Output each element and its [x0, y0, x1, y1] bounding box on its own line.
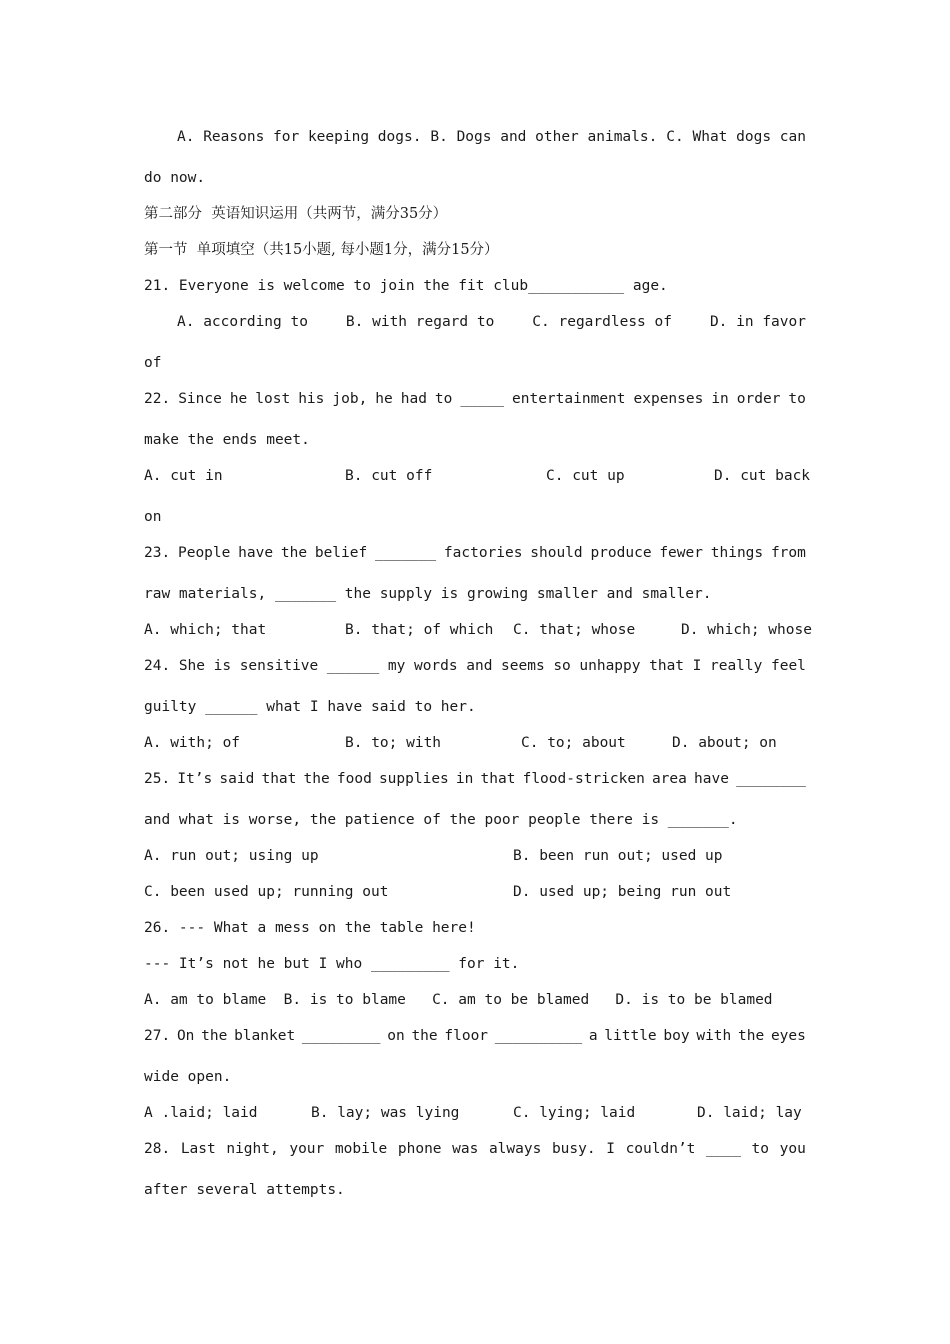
word: the [280, 545, 308, 561]
q26-stem-line1: 26. --- What a mess on the table here! [144, 920, 476, 936]
word: your [289, 1141, 325, 1157]
word: area [651, 771, 687, 787]
word: 25. [144, 771, 171, 787]
word: 28. [144, 1141, 171, 1157]
word: flood-stricken [522, 771, 645, 787]
q23-option-c: C. that; whose [513, 622, 636, 638]
option-c: C. regardless of [532, 314, 672, 330]
q27-option-b: B. lay; was lying [311, 1105, 460, 1121]
word: It’s [177, 771, 213, 787]
q26-options: A. am to blame B. is to blame C. am to be blamed D. is to be blamed [144, 992, 773, 1008]
word: expenses [633, 391, 704, 407]
word: so [553, 658, 571, 674]
q22-option-c: C. cut up [546, 468, 625, 484]
blank: _______ [375, 545, 437, 561]
word: 22. [144, 391, 171, 407]
word: from [770, 545, 806, 561]
word: the [738, 1028, 765, 1044]
q28-stem-line2: after several attempts. [144, 1182, 345, 1198]
word: was [452, 1141, 479, 1157]
word: is [213, 658, 232, 674]
q25-option-a: A. run out; using up [144, 848, 319, 864]
section-heading: 第一节 单项填空（共15小题, 每小题1分，满分15分） [144, 242, 499, 258]
word: I [692, 658, 702, 674]
word: he [229, 391, 248, 407]
word: a [588, 1028, 598, 1044]
q27-stem-line2: wide open. [144, 1069, 232, 1085]
q24-stem-line2: guilty ______ what I have said to her. [144, 699, 476, 715]
word: fewer [659, 545, 703, 561]
word: always [488, 1141, 542, 1157]
word: had [400, 391, 427, 407]
option-b: B. with regard to [345, 314, 495, 330]
word: I [606, 1141, 615, 1157]
option-b: B. Dogs and other animals. [430, 129, 658, 145]
q24-option-a: A. with; of [144, 735, 241, 751]
word: to [751, 1141, 770, 1157]
word: factories [443, 545, 523, 561]
word: produce [590, 545, 652, 561]
word: he [375, 391, 393, 407]
q23-option-d: D. which; whose [681, 622, 812, 638]
part-heading: 第二部分 英语知识运用（共两节，满分35分） [144, 206, 448, 222]
option-a: A. according to [177, 314, 308, 330]
q25-stem-line1 [144, 769, 806, 789]
word: 27. [144, 1028, 171, 1044]
word: feel [770, 658, 806, 674]
prev-options-line [177, 127, 806, 147]
word: have [694, 771, 729, 787]
blank: ____ [706, 1141, 741, 1157]
blank: ________ [736, 771, 806, 787]
word: my [387, 658, 406, 674]
q21-options [177, 312, 806, 332]
q24-stem-line1 [144, 656, 806, 676]
word: have [238, 545, 274, 561]
word: 24. [144, 658, 171, 674]
word: words [413, 658, 458, 674]
word: phone [397, 1141, 442, 1157]
word: unhappy [579, 658, 641, 674]
q26-stem-line2: --- It’s not he but I who _________ for it. [144, 956, 520, 972]
word: She [178, 658, 206, 674]
word: mobile [334, 1141, 388, 1157]
word: to [788, 391, 806, 407]
word: in [711, 391, 729, 407]
blank: _____ [460, 391, 505, 407]
q23-stem-line2: raw materials, _______ the supply is growing smaller and smaller. [144, 586, 712, 602]
word: order [736, 391, 781, 407]
q25-option-d: D. used up; being run out [513, 884, 732, 900]
q22-option-d: D. cut back [714, 468, 811, 484]
blank: __________ [494, 1028, 583, 1044]
word: the [201, 1028, 228, 1044]
q23-stem-line1 [144, 543, 806, 563]
q22-stem-line2: make the ends meet. [144, 432, 310, 448]
word: seems [501, 658, 545, 674]
option-c: C. What dogs can [666, 129, 806, 145]
word: should [530, 545, 583, 561]
q21-stem: 21. Everyone is welcome to join the fit club___________ age. [144, 278, 668, 294]
word: the [303, 771, 330, 787]
word: belief [314, 545, 368, 561]
q27-option-d: D. laid; lay [697, 1105, 802, 1121]
q27-stem-line1 [144, 1026, 806, 1046]
q22-options-cont: on [144, 509, 162, 525]
word: on [387, 1028, 405, 1044]
word: boy [663, 1028, 690, 1044]
word: his [298, 391, 325, 407]
word: entertainment [512, 391, 626, 407]
word: job, [332, 391, 368, 407]
word: On [176, 1028, 195, 1044]
word: that [480, 771, 516, 787]
q23-option-a: A. which; that [144, 622, 267, 638]
word: blanket [234, 1028, 296, 1044]
word: 23. [144, 545, 171, 561]
word: that [649, 658, 685, 674]
word: floor [444, 1028, 489, 1044]
word: food [336, 771, 372, 787]
word: to [434, 391, 453, 407]
q22-option-b: B. cut off [345, 468, 433, 484]
word: Since [178, 391, 222, 407]
word: night, [226, 1141, 279, 1157]
word: things [710, 545, 764, 561]
word: said [219, 771, 255, 787]
word: lost [255, 391, 291, 407]
q21-options-cont: of [144, 355, 162, 371]
word: sensitive [239, 658, 319, 674]
word: in [455, 771, 474, 787]
option-d: D. in favor [709, 314, 806, 330]
q25-option-b: B. been run out; used up [513, 848, 723, 864]
q27-option-c: C. lying; laid [513, 1105, 636, 1121]
word: couldn’t [625, 1141, 696, 1157]
q25-option-c: C. been used up; running out [144, 884, 389, 900]
word: People [177, 545, 231, 561]
word: busy. [551, 1141, 596, 1157]
word: the [411, 1028, 438, 1044]
blank: ______ [326, 658, 380, 674]
word: little [604, 1028, 657, 1044]
word: that [261, 771, 297, 787]
q24-option-d: D. about; on [672, 735, 777, 751]
prev-options-cont: do now. [144, 170, 206, 186]
q28-stem-line1 [144, 1139, 806, 1159]
word: you [779, 1141, 806, 1157]
word: Last [180, 1141, 216, 1157]
q23-option-b: B. that; of which [345, 622, 494, 638]
q27-option-a: A .laid; laid [144, 1105, 258, 1121]
q22-stem-line1 [144, 389, 806, 409]
q22-option-a: A. cut in [144, 468, 223, 484]
word: supplies [378, 771, 449, 787]
word: and [466, 658, 493, 674]
q24-option-b: B. to; with [345, 735, 442, 751]
word: with [696, 1028, 732, 1044]
word: eyes [770, 1028, 806, 1044]
option-a: A. Reasons for keeping dogs. [177, 129, 422, 145]
q24-option-c: C. to; about [521, 735, 626, 751]
blank: _________ [301, 1028, 381, 1044]
word: really [709, 658, 763, 674]
q25-stem-line2: and what is worse, the patience of the poor people there is _______. [144, 812, 738, 828]
